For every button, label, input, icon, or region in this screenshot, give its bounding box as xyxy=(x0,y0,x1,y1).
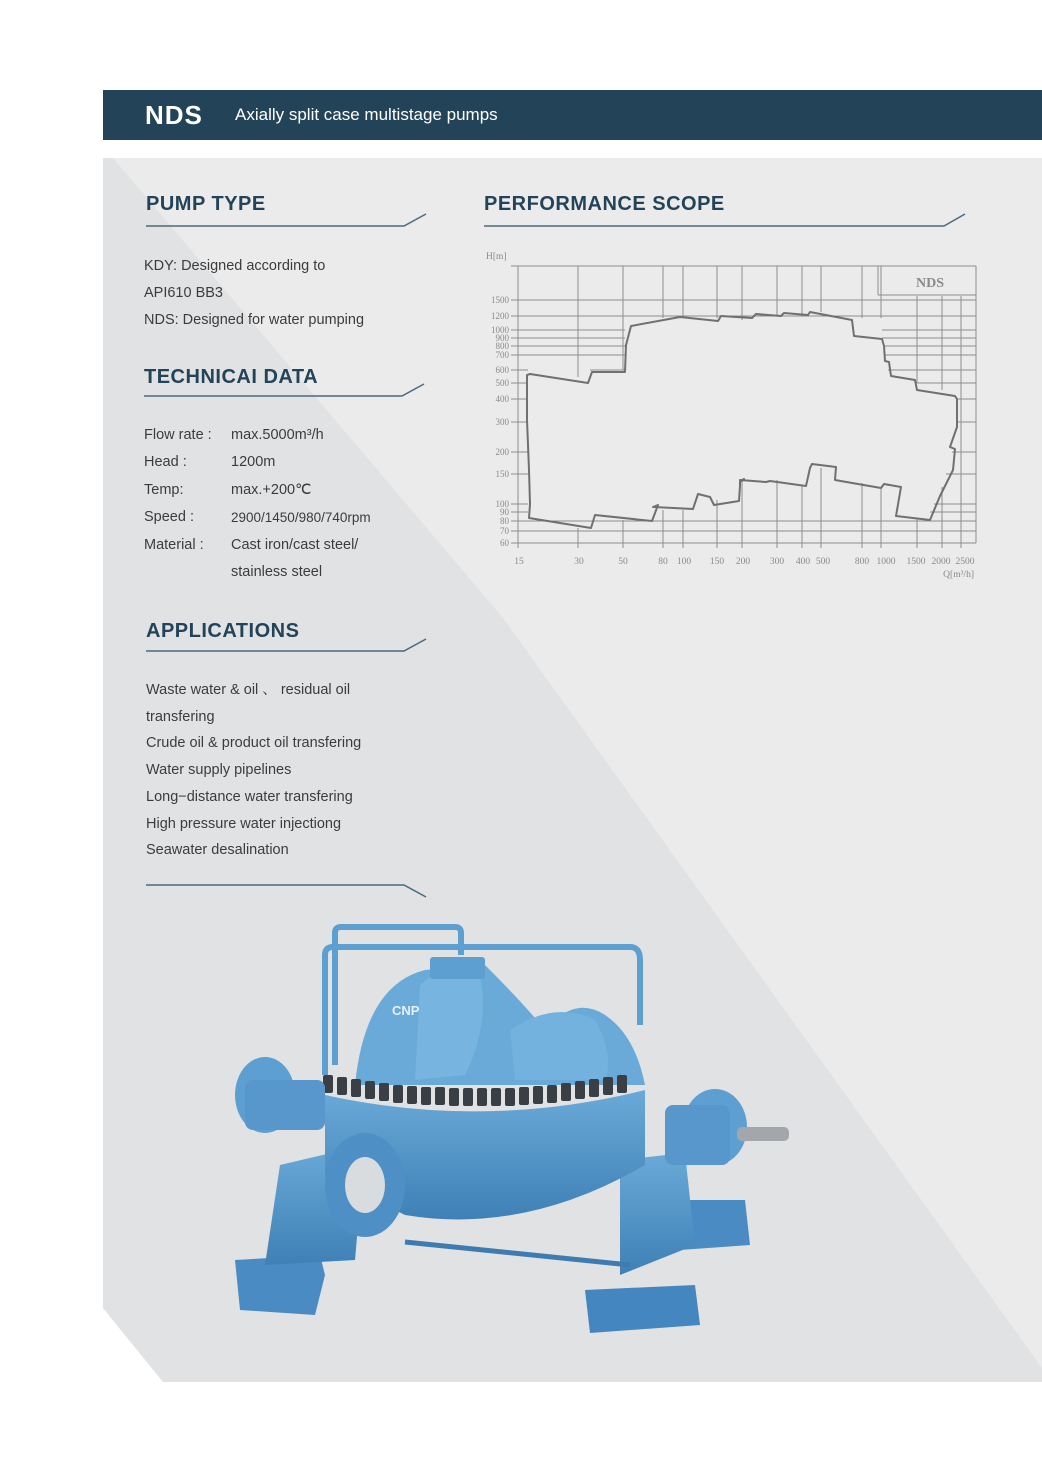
applications-title: APPLICATIONS xyxy=(146,620,300,642)
svg-text:600: 600 xyxy=(495,365,509,375)
pump-type-line: KDY: Designed according to xyxy=(144,258,326,274)
svg-text:800: 800 xyxy=(495,341,509,351)
spec-value: max.5000m³/h xyxy=(231,426,324,443)
svg-text:200: 200 xyxy=(495,447,509,457)
spec-key: Speed : xyxy=(144,509,194,526)
spec-row-speed xyxy=(144,504,371,532)
spec-value: 1200m xyxy=(231,454,276,471)
application-item: High pressure water injectiong xyxy=(146,815,342,832)
performance-scope-title: PERFORMANCE SCOPE xyxy=(484,193,725,215)
product-subtitle: Axially split case multistage pumps xyxy=(235,105,498,124)
section-divider xyxy=(146,212,428,228)
svg-text:200: 200 xyxy=(735,557,751,567)
svg-text:150: 150 xyxy=(495,469,509,479)
applications-list xyxy=(146,677,361,864)
svg-text:300: 300 xyxy=(495,417,509,427)
spec-row-material xyxy=(144,531,371,559)
spec-value: Cast iron/cast steel/ xyxy=(231,536,359,553)
svg-text:15: 15 xyxy=(514,557,524,567)
svg-text:400: 400 xyxy=(495,394,509,404)
svg-text:2000: 2000 xyxy=(931,557,951,567)
svg-text:900: 900 xyxy=(495,333,509,343)
svg-text:30: 30 xyxy=(574,557,584,567)
section-divider xyxy=(144,382,426,398)
spec-value: max.+200℃ xyxy=(231,481,312,498)
brand-mark: CNP xyxy=(392,1003,420,1018)
chart-title: NDS xyxy=(915,276,945,291)
spec-key: Flow rate : xyxy=(144,426,212,443)
spec-row-head xyxy=(144,449,371,477)
svg-text:80: 80 xyxy=(500,516,509,526)
svg-text:1500: 1500 xyxy=(906,557,926,567)
spec-key: Head : xyxy=(144,454,187,471)
spec-key: Material : xyxy=(144,536,204,553)
application-item: Crude oil & product oil transfering xyxy=(146,735,362,752)
svg-text:1500: 1500 xyxy=(491,295,509,305)
svg-text:700: 700 xyxy=(495,350,509,360)
chart-grid xyxy=(511,266,976,548)
x-tick-labels xyxy=(514,557,975,567)
svg-text:60: 60 xyxy=(500,538,509,548)
y-tick-labels xyxy=(491,295,510,548)
svg-text:50: 50 xyxy=(618,557,628,567)
svg-text:2500: 2500 xyxy=(955,557,975,567)
application-item: Long−distance water transfering xyxy=(146,788,353,805)
spec-key: Temp: xyxy=(144,481,184,498)
product-code: NDS xyxy=(145,100,203,130)
application-item: Waste water & oil 、 residual oil xyxy=(146,682,351,698)
svg-text:70: 70 xyxy=(500,526,509,536)
svg-text:100: 100 xyxy=(676,557,692,567)
section-divider xyxy=(484,212,968,228)
application-item: Seawater desalination xyxy=(146,842,289,859)
application-item: transfering xyxy=(146,708,215,725)
svg-text:1000: 1000 xyxy=(876,557,896,567)
application-item: Water supply pipelines xyxy=(146,762,292,779)
pump-type-line: API610 BB3 xyxy=(144,285,223,301)
pump-image xyxy=(225,915,795,1345)
section-divider-bottom xyxy=(146,883,428,899)
svg-text:1200: 1200 xyxy=(491,311,509,321)
x-axis-label: Q[m³/h] xyxy=(943,570,974,580)
svg-text:400: 400 xyxy=(795,557,811,567)
spec-row-material-cont xyxy=(144,559,371,587)
svg-text:80: 80 xyxy=(658,557,668,567)
pump-type-line: NDS: Designed for water pumping xyxy=(144,312,365,328)
pump-type-title: PUMP TYPE xyxy=(146,193,266,215)
svg-text:100: 100 xyxy=(495,499,509,509)
svg-text:90: 90 xyxy=(500,507,509,517)
svg-text:300: 300 xyxy=(769,557,785,567)
spec-row-temp xyxy=(144,476,371,504)
y-axis-label: H[m] xyxy=(486,252,507,262)
svg-text:1000: 1000 xyxy=(491,325,509,335)
spec-row-flow-rate xyxy=(144,421,371,449)
section-divider xyxy=(146,636,428,652)
svg-text:800: 800 xyxy=(854,557,870,567)
spec-value: 2900/1450/980/740rpm xyxy=(231,509,371,525)
pump-type-text xyxy=(144,253,364,334)
technical-data-table xyxy=(144,421,371,586)
spec-value: stainless steel xyxy=(231,564,323,581)
header-bar xyxy=(103,90,1042,140)
svg-text:150: 150 xyxy=(709,557,725,567)
performance-chart xyxy=(480,245,990,590)
technical-data-title: TECHNICAI DATA xyxy=(144,366,319,388)
svg-text:500: 500 xyxy=(495,378,509,388)
svg-text:500: 500 xyxy=(815,557,831,567)
